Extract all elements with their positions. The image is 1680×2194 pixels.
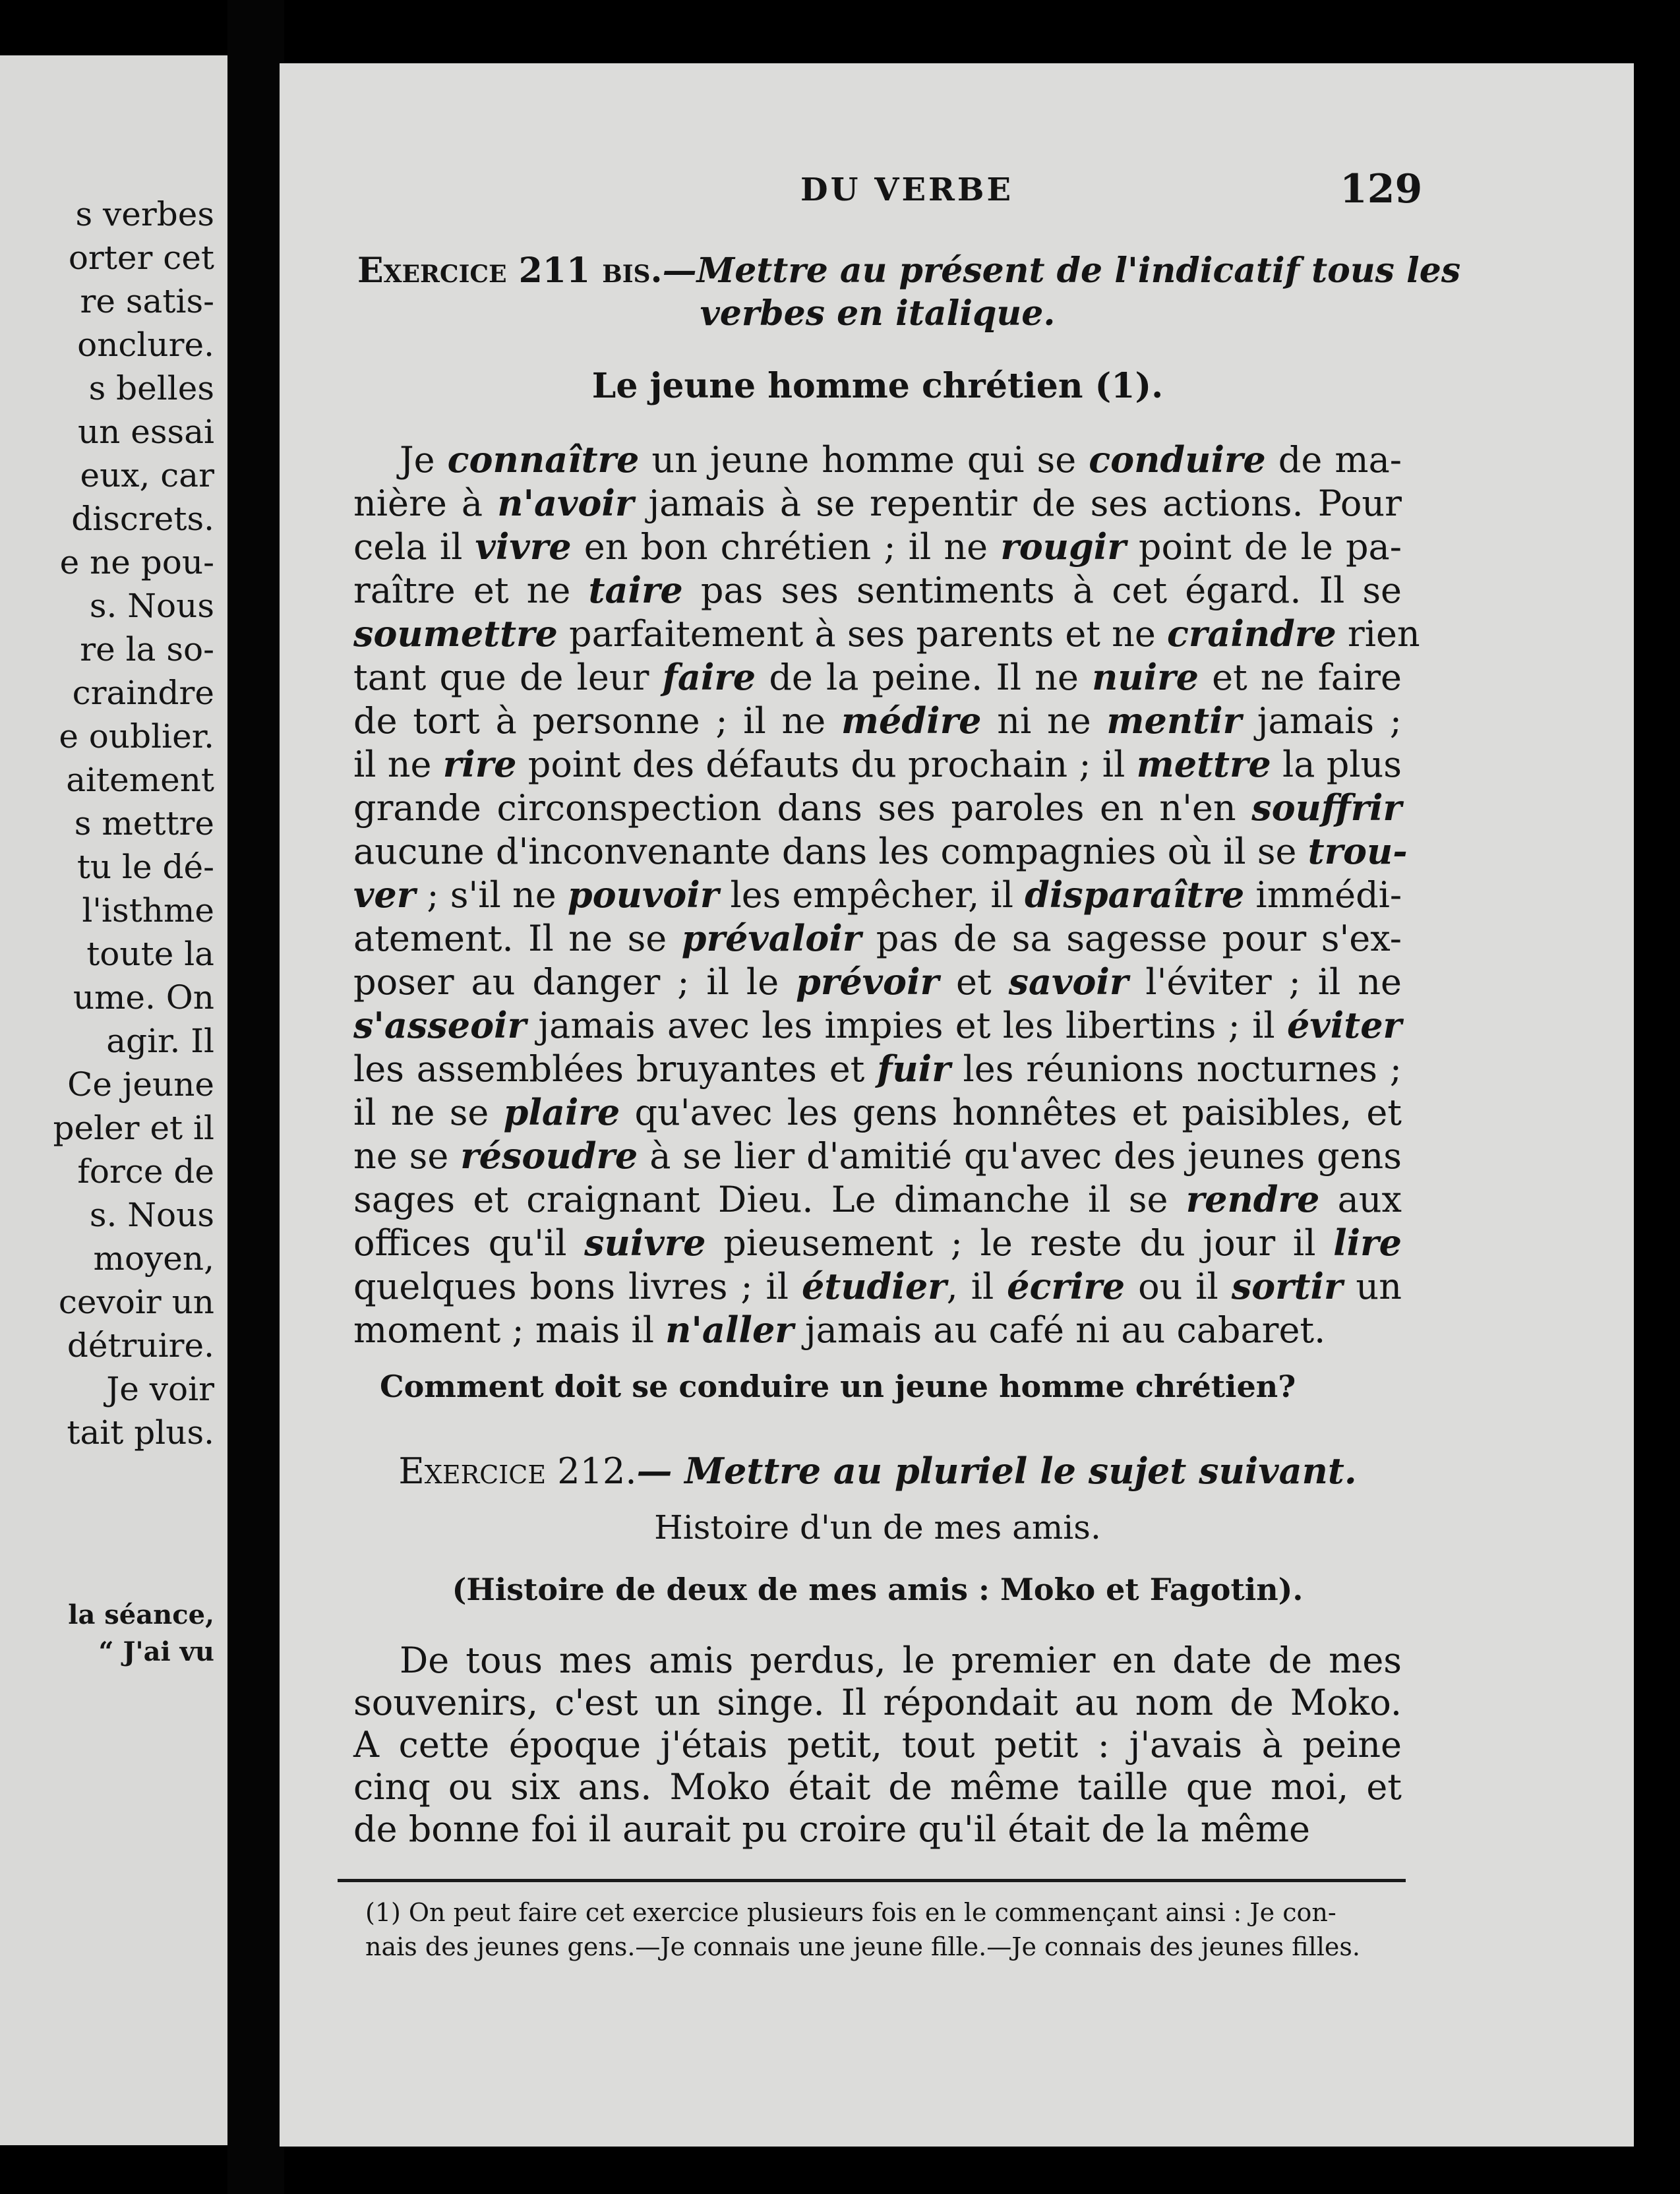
text-line: poser au danger ; il le prévoir et savoir l'éviter ; il ne — [353, 961, 1402, 1003]
exercise-212-label: Exercice 212. — [398, 1450, 637, 1492]
left-page-line: s mettre — [74, 804, 214, 843]
text-line: A cette époque j'étais petit, tout petit : j'avais à peine — [353, 1724, 1402, 1765]
left-page-line: ume. On — [73, 978, 214, 1017]
footnote-line-2: nais des jeunes gens.—Je connais une jeune fille.—Je connais des jeunes filles. — [365, 1932, 1360, 1961]
book-page — [280, 63, 1634, 2147]
left-page-line: Ce jeune — [67, 1065, 214, 1104]
left-page-line: eux, car — [80, 456, 214, 494]
text-line: Je connaître un jeune homme qui se conduire de ma- — [400, 438, 1402, 481]
text-line: soumettre parfaitement à ses parents et ne craindre rien — [353, 612, 1420, 655]
left-page-line: aitement — [66, 761, 214, 799]
left-page-line: cevoir un — [58, 1283, 214, 1321]
exercise-212-heading — [353, 1450, 1402, 1492]
exercise-212-subtitle: (Histoire de deux de mes amis : Moko et Fagotin). — [452, 1572, 1304, 1607]
left-page-line: tu le dé- — [76, 848, 214, 886]
left-page-line: re satis- — [80, 282, 214, 320]
exercise-211-heading — [357, 251, 1460, 291]
text-line: de tort à personne ; il ne médire ni ne mentir jamais ; — [353, 699, 1402, 742]
left-page-line: orter cet — [68, 239, 214, 277]
left-page-line: un essai — [77, 413, 214, 451]
left-page-line: moyen, — [93, 1239, 214, 1278]
exercise-211-instruction-cont: verbes en italique. — [700, 293, 1056, 334]
text-line: offices qu'il suivre pieusement ; le reste du jour il lire — [353, 1222, 1402, 1264]
exercise-211-question: Comment doit se conduire un jeune homme chrétien? — [380, 1369, 1296, 1404]
left-page-line: s belles — [88, 369, 214, 407]
left-page-line: craindre — [72, 674, 214, 712]
text-line: ver ; s'il ne pouvoir les empêcher, il disparaître immédi- — [353, 874, 1402, 916]
footnote-rule — [338, 1879, 1406, 1882]
left-page-line: discrets. — [71, 500, 214, 538]
left-page-line: toute la — [86, 935, 214, 973]
text-line: atement. Il ne se prévaloir pas de sa sagesse pour s'ex- — [353, 917, 1402, 959]
left-page-line: la séance, — [68, 1599, 214, 1630]
book-gutter — [227, 0, 284, 2194]
left-page-line: e oublier. — [59, 717, 214, 756]
left-page-line: s verbes — [75, 195, 214, 233]
text-line: quelques bons livres ; il étudier, il écrire ou il sortir un — [353, 1265, 1402, 1307]
exercise-212-title: Histoire d'un de mes amis. — [654, 1508, 1101, 1547]
exercise-211-label: Exercice 211 bis. — [357, 251, 663, 291]
left-page-line: onclure. — [77, 326, 214, 364]
exercise-211-instruction: —Mettre au présent de l'indicatif tous les — [662, 251, 1461, 291]
left-page-line: s. Nous — [89, 1196, 214, 1234]
text-line: De tous mes amis perdus, le premier en date de mes — [400, 1640, 1402, 1681]
text-line: grande circonspection dans ses paroles en n'en souffrir — [353, 786, 1402, 829]
text-line: sages et craignant Dieu. Le dimanche il se rendre aux — [353, 1178, 1402, 1220]
text-line: nière à n'avoir jamais à se repentir de ses actions. Pour — [353, 482, 1402, 524]
left-page-line: peler et il — [53, 1109, 214, 1147]
left-page-line: tait plus. — [67, 1413, 214, 1452]
exercise-212-instruction: — Mettre au pluriel le sujet suivant. — [636, 1450, 1357, 1492]
text-line: les assemblées bruyantes et fuir les réunions nocturnes ; — [353, 1048, 1402, 1090]
text-line: il ne se plaire qu'avec les gens honnêtes et paisibles, et — [353, 1091, 1402, 1133]
text-line: ne se résoudre à se lier d'amitié qu'avec des jeunes gens — [353, 1135, 1402, 1177]
text-line: cinq ou six ans. Moko était de même taille que moi, et — [353, 1766, 1402, 1808]
left-page-line: s. Nous — [89, 587, 214, 625]
text-line: il ne rire point des défauts du prochain ; il mettre la plus — [353, 743, 1402, 785]
text-line: cela il vivre en bon chrétien ; il ne rougir point de le pa- — [353, 525, 1402, 568]
left-page-line: “ J'ai vu — [98, 1636, 214, 1667]
left-page-line: l'isthme — [82, 891, 214, 930]
left-page-line: re la so- — [80, 630, 214, 668]
left-page-line: force de — [77, 1152, 214, 1191]
left-page-line: Je voir — [106, 1370, 214, 1408]
left-page-line: agir. Il — [106, 1022, 214, 1060]
text-line: aucune d'inconvenante dans les compagnies où il se trou- — [353, 830, 1408, 872]
running-title: DU VERBE — [800, 171, 1014, 208]
text-line: s'asseoir jamais avec les impies et les libertins ; il éviter — [353, 1004, 1402, 1046]
exercise-211-title: Le jeune homme chrétien (1). — [591, 366, 1164, 406]
left-page-fragment — [0, 55, 227, 2145]
left-page-line: détruire. — [67, 1326, 214, 1365]
text-line: souvenirs, c'est un singe. Il répondait au nom de Moko. — [353, 1682, 1402, 1723]
left-page-line: e ne pou- — [59, 543, 214, 581]
page-number: 129 — [1340, 166, 1423, 212]
text-line: de bonne foi il aurait pu croire qu'il était de la même — [353, 1808, 1311, 1850]
text-line: moment ; mais il n'aller jamais au café ni au cabaret. — [353, 1309, 1326, 1351]
text-line: tant que de leur faire de la peine. Il ne nuire et ne faire — [353, 656, 1402, 698]
footnote-line-1: (1) On peut faire cet exercice plusieurs fois en le commençant ainsi : Je con- — [365, 1898, 1336, 1927]
text-line: raître et ne taire pas ses sentiments à cet égard. Il se — [353, 569, 1402, 611]
